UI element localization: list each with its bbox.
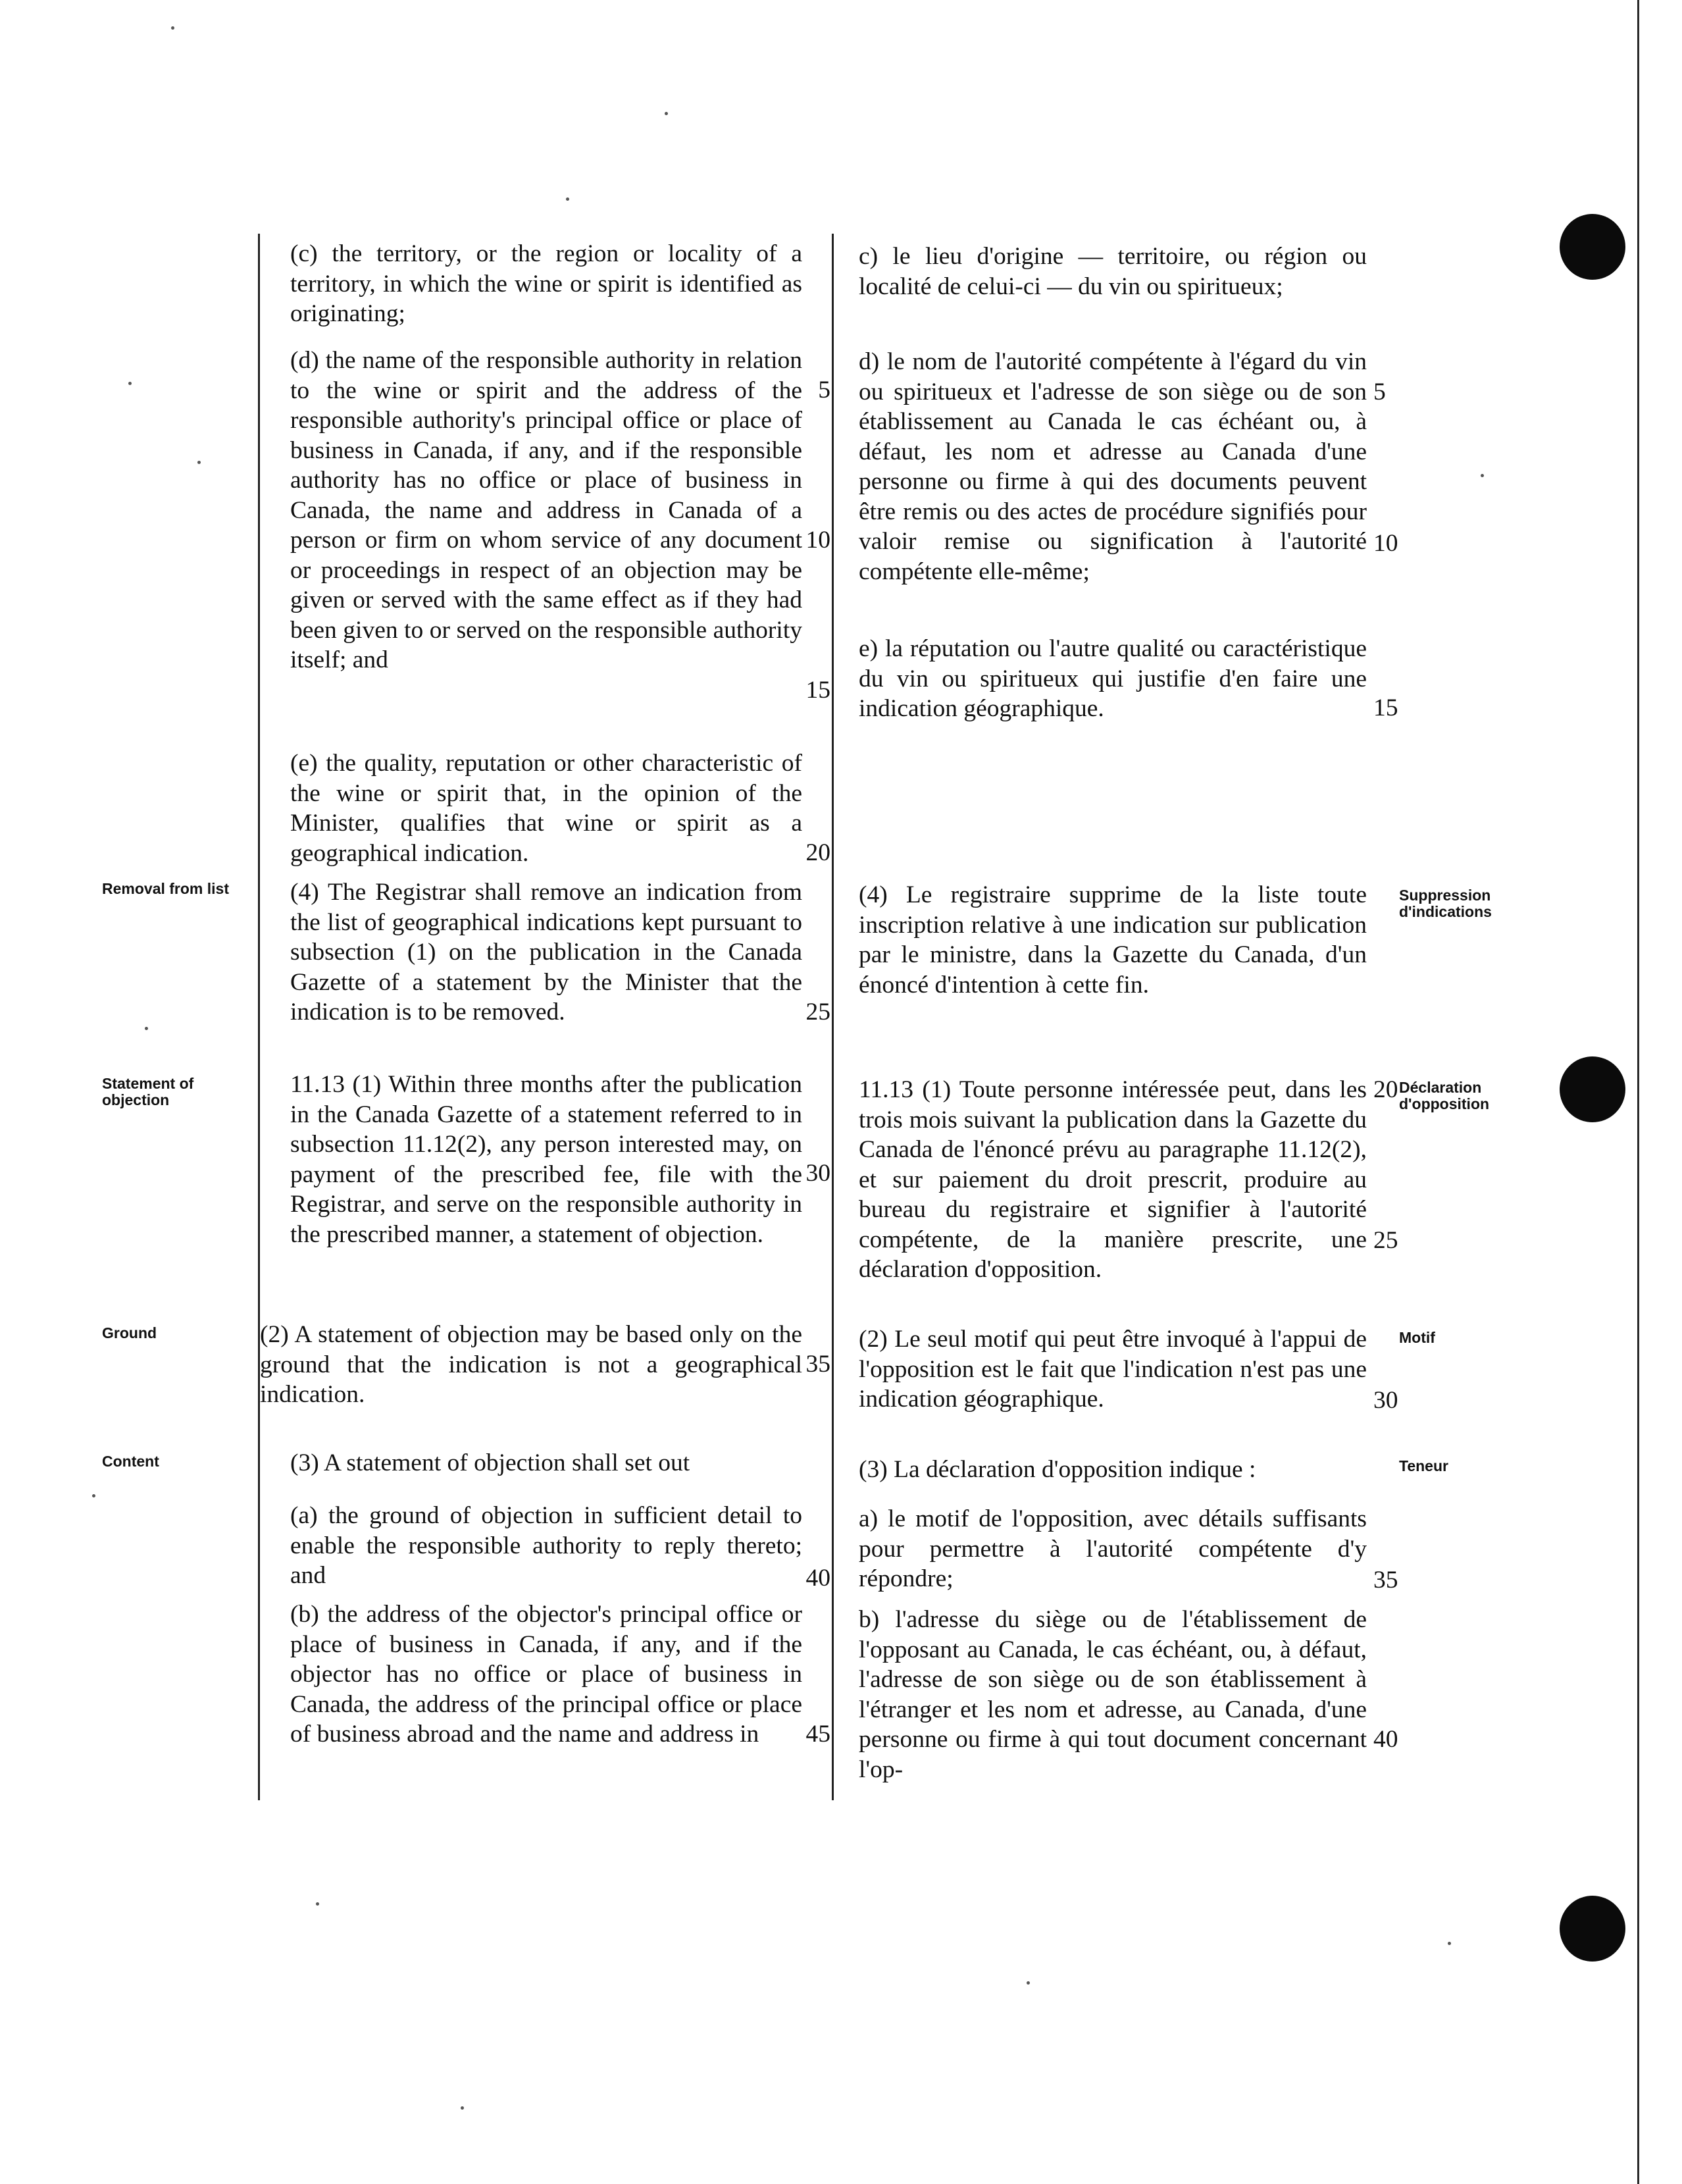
en-line-number: 40	[805, 1565, 830, 1592]
margin-note-ground: Ground	[102, 1324, 157, 1341]
scan-speck	[171, 26, 174, 30]
scan-speck	[1448, 1942, 1451, 1945]
en-paragraph-e: (e) the quality, reputation or other characteristic of the wine or spirit that, in the opinion of the Minister, qualifies that wine or spirit as a geographical indication.	[290, 750, 802, 867]
english-column	[258, 234, 832, 1800]
margin-note-motif: Motif	[1399, 1329, 1435, 1346]
punch-hole	[1560, 1896, 1625, 1962]
en-subsection-2: (2) A statement of objection may be based only on the ground that the indication is not a geographical indication.	[260, 1321, 802, 1408]
fr-line-number: 15	[1373, 694, 1398, 721]
fr-line-number: 5	[1373, 378, 1386, 405]
fr-subsection-4: (4) Le registraire supprime de la liste toute inscription relative à une indication sur publication par le ministre, dans la Gazette du Canada, d'un énoncé d'intention à cette fin.	[859, 881, 1367, 999]
en-paragraph-a: (a) the ground of objection in sufficient detail to enable the responsible authority to reply thereto; and	[290, 1502, 802, 1589]
punch-hole	[1560, 1056, 1625, 1122]
fr-paragraph-d: d) le nom de l'autorité compétente à l'égard du vin ou spiritueux et l'adresse de son siège ou de son établissement au Canada le cas échéant ou, à défaut, les nom et adresse au Canada d'une personne ou firme à qui des documents peuvent être remis ou des actes de procédure signifiés pour valoir remise ou signification à l'autorité compétente elle-même;	[859, 348, 1367, 585]
fr-line-number: 10	[1373, 530, 1398, 557]
fr-paragraph-a: a) le motif de l'opposition, avec détails suffisants pour permettre à l'autorité compétente d'y répondre;	[859, 1505, 1367, 1592]
fr-paragraph-c: c) le lieu d'origine — territoire, ou région ou localité de celui-ci — du vin ou spiritueux;	[859, 243, 1367, 300]
margin-note-suppression: Suppression d'indications	[1399, 887, 1492, 920]
scan-speck	[316, 1902, 319, 1906]
french-column	[832, 234, 1398, 1800]
en-subsection-3: (3) A statement of objection shall set out	[290, 1449, 690, 1476]
en-paragraph-b: (b) the address of the objector's principal office or place of business in Canada, if any, and if the objector has no office or place of business in Canada, the address of the principal office or place of business abroad and the name and address in	[290, 1601, 802, 1748]
fr-line-number: 40	[1373, 1726, 1398, 1753]
en-section-11-13-1: 11.13 (1) Within three months after the publication in the Canada Gazette of a statement referred to in subsection 11.12(2), any person interested may, on payment of the prescribed fee, file with the Registrar, and serve on the responsible authority in the prescribed manner, a statement of objection.	[290, 1071, 802, 1248]
scan-speck	[665, 112, 668, 115]
margin-note-declaration: Déclaration d'opposition	[1399, 1079, 1490, 1112]
scan-speck	[197, 461, 201, 464]
fr-line-number: 25	[1373, 1227, 1398, 1254]
scan-speck	[145, 1027, 148, 1030]
en-line-number: 15	[805, 677, 830, 704]
fr-paragraph-e: e) la réputation ou l'autre qualité ou caractéristique du vin ou spiritueux qui justifie d'en faire une indication géographique.	[859, 635, 1367, 722]
en-line-number: 5	[818, 377, 830, 403]
fr-paragraph-b: b) l'adresse du siège ou de l'établissement de l'opposant au Canada, le cas échéant, ou, à défaut, l'adresse de son siège ou de son établissement à l'étranger et les nom et adresse, au Canada, d'une personne ou firme à qui tout document concernant l'op-	[859, 1606, 1367, 1783]
scan-edge-line	[1637, 0, 1639, 2184]
fr-line-number: 20	[1373, 1076, 1398, 1103]
en-line-number: 10	[805, 527, 830, 554]
punch-hole	[1560, 214, 1625, 280]
en-line-number: 35	[805, 1351, 830, 1378]
en-subsection-4: (4) The Registrar shall remove an indication from the list of geographical indications kept pursuant to subsection (1) on the publication in the Canada Gazette of a statement by the Minister that the indication is to be removed.	[290, 879, 802, 1026]
scan-speck	[92, 1494, 95, 1497]
en-line-number: 45	[805, 1721, 830, 1748]
margin-note-content: Content	[102, 1453, 159, 1470]
scan-speck	[461, 2106, 464, 2110]
scan-speck	[128, 382, 132, 385]
en-line-number: 20	[805, 839, 830, 866]
scan-speck	[1027, 1981, 1030, 1985]
fr-line-number: 35	[1373, 1567, 1398, 1594]
fr-subsection-3: (3) La déclaration d'opposition indique :	[859, 1456, 1256, 1483]
en-line-number: 25	[805, 999, 830, 1026]
fr-section-11-13-1: 11.13 (1) Toute personne intéressée peut, dans les trois mois suivant la publication dans la Gazette du Canada de l'énoncé prévu au paragraphe 11.12(2), et sur paiement du droit prescrit, produire au bureau du registraire et signifier à l'autorité compétente, de la manière prescrite, une déclaration d'opposition.	[859, 1076, 1367, 1283]
margin-note-statement-of-objection: Statement of objection	[102, 1075, 194, 1108]
scan-speck	[566, 197, 569, 201]
en-line-number: 30	[805, 1160, 830, 1187]
en-paragraph-d: (d) the name of the responsible authority in relation to the wine or spirit and the address of the responsible authority's principal office or place of business in Canada, if any, and if the responsible authority has no office or place of business in Canada, the name and address in Canada of a person or firm on whom service of any document or proceedings in respect of an objection may be given or served with the same effect as if they had been given to or served on the responsible authority itself; and	[290, 347, 802, 673]
en-paragraph-c: (c) the territory, or the region or locality of a territory, in which the wine or spirit is identified as originating;	[290, 240, 802, 327]
margin-note-removal-from-list: Removal from list	[102, 880, 229, 897]
fr-line-number: 30	[1373, 1387, 1398, 1414]
fr-subsection-2: (2) Le seul motif qui peut être invoqué à l'appui de l'opposition est le fait que l'indication n'est pas une indication géographique.	[859, 1326, 1367, 1413]
margin-note-teneur: Teneur	[1399, 1457, 1448, 1474]
scan-speck	[1481, 474, 1484, 477]
